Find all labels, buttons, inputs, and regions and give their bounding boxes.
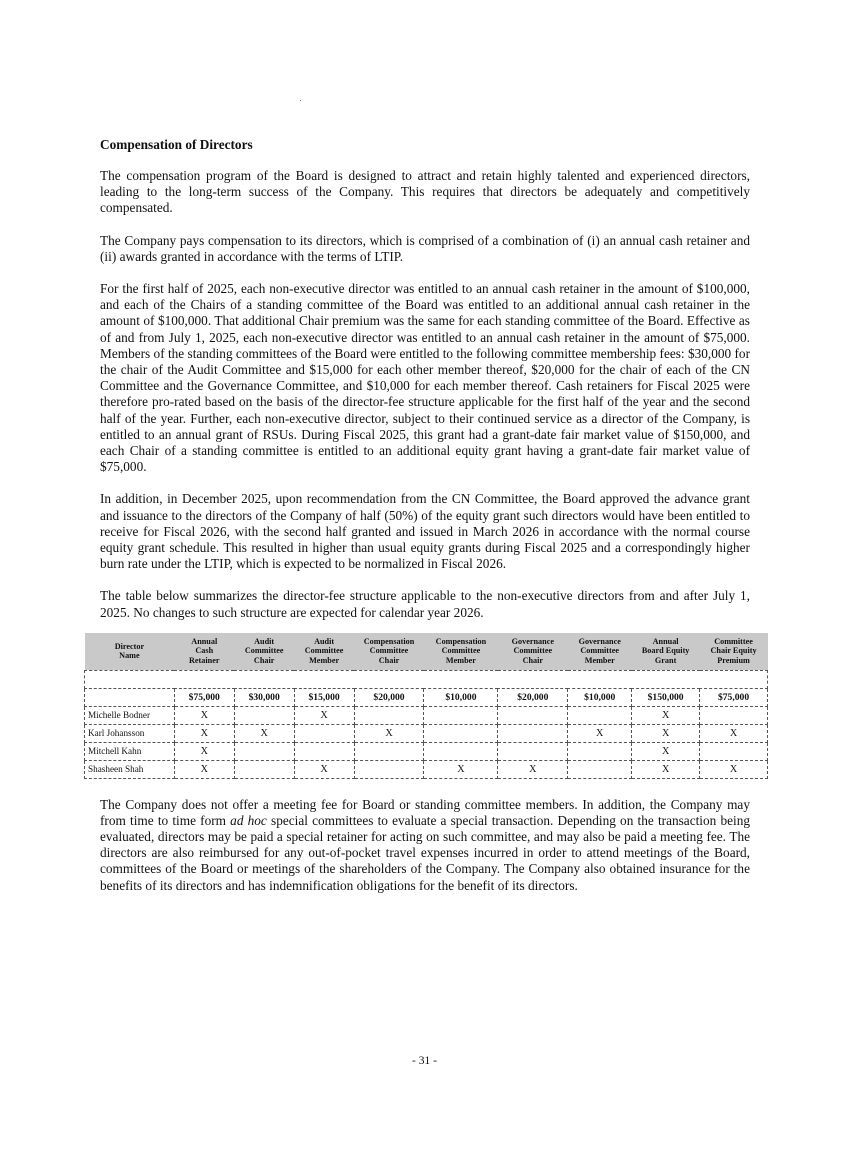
paragraph-5: The table below summarizes the director-fee structure applicable to the non-executive directors from and after July 1, 2025. No changes to such structure are expected for calendar year 2026. (100, 588, 750, 620)
fee-amount-cell: $75,000 (174, 688, 234, 706)
table-cell: X (424, 760, 498, 778)
fee-amount-cell: $75,000 (700, 688, 768, 706)
fee-amount-cell: $150,000 (632, 688, 700, 706)
column-header-line: Chair (522, 656, 544, 666)
table-cell (568, 742, 632, 760)
paragraph-1: The compensation program of the Board is designed to attract and retain highly talented and experienced directors, leading to the long-term success of the Company. This requires that directors be adequately and competitively compensated. (100, 168, 750, 216)
column-header (234, 633, 294, 670)
director-name-cell: Mitchell Kahn (85, 742, 175, 760)
table-row (85, 760, 768, 778)
column-header-line: Committee (580, 646, 620, 656)
column-header-line: Compensation (363, 636, 415, 646)
column-header (174, 633, 234, 670)
column-header (498, 633, 568, 670)
column-header-line: Audit (314, 636, 335, 646)
section-heading: Compensation of Directors (100, 137, 253, 152)
decorative-dot (300, 100, 301, 101)
column-header-line: Governance (511, 636, 554, 646)
table-cell: X (498, 760, 568, 778)
fee-amount-cell (85, 688, 175, 706)
table-cell: X (294, 706, 354, 724)
paragraph-4: In addition, in December 2025, upon recommendation from the CN Committee, the Board approved the advance grant and issuance to the directors of the Company of half (50%) of the equity grant such directors would have been entitled to receive for Fiscal 2026, with the second half granted and issued in March 2026 in accordance with the normal course equity grant schedule. This resulted in higher than usual equity grants during Fiscal 2025 and a correspondingly higher burn rate under the LTIP, which is expected to be normalized in Fiscal 2026. (100, 491, 750, 572)
column-header (632, 633, 700, 670)
column-header (294, 633, 354, 670)
table-cell (424, 742, 498, 760)
table-cell (498, 742, 568, 760)
paragraph-6 (100, 797, 750, 894)
table-cell (234, 742, 294, 760)
table-cell: X (700, 760, 768, 778)
column-header-line: Chair Equity (710, 646, 757, 656)
table-cell: X (632, 760, 700, 778)
table-cell: X (174, 742, 234, 760)
table-cell: X (174, 706, 234, 724)
paragraph-3: For the first half of 2025, each non-executive director was entitled to an annual cash retainer in the amount of $100,000, and each of the Chairs of a standing committee of the Board was entitled to an additional annual cash retainer in the amount of $100,000. That additional Chair premium was the same for each standing committee of the Board. Effective as of and from July 1, 2025, each non-executive director was entitled to an annual cash retainer in the amount of $75,000. Members of the standing committees of the Board were entitled to the following committee membership fees: $30,000 for the chair of the Audit Committee and $15,000 for each other member thereof, $20,000 for the chair of each of the CN Committee and the Governance Committee, and $10,000 for each member thereof. Cash retainers for Fiscal 2025 were therefore pro-rated based on the basis of the director-fee structure applicable for the first half of the year and the second half of the year. Further, each non-executive director, subject to their continued service as a director of the Company, is entitled to an annual grant of RSUs. During Fiscal 2025, this grant had a grant-date fair market value of $150,000, and each Chair of a standing committee is entitled to an additional equity grant having a grant-date fair market value of $75,000. (100, 281, 750, 475)
column-header-line: Committee (244, 646, 284, 656)
column-header-line: Premium (717, 656, 750, 666)
paragraph-6-italic: ad hoc (230, 812, 267, 828)
table-cell (568, 706, 632, 724)
table-cell: X (174, 760, 234, 778)
table-cell (294, 742, 354, 760)
paragraph-6-text-b: special committees to evaluate a special transaction. Depending on the transaction being evaluated, directors may be paid a special retainer for acting on such committee, and may also be paid a meeting fee. The directors are also reimbursed for any out-of-pocket travel expenses incurred in order to attend meetings of the Board, committees of the Board or meetings of the shareholders of the Company. The Company also obtained insurance for the benefits of its directors and has indemnification obligations for the benefit of its directors. (100, 812, 750, 893)
column-header-line: Audit (254, 636, 275, 646)
table-cell: X (354, 724, 424, 742)
paragraph-2: The Company pays compensation to its directors, which is comprised of a combination of (i) an annual cash retainer and (ii) awards granted in accordance with the terms of LTIP. (100, 232, 750, 264)
table-cell: X (632, 706, 700, 724)
fee-amount-cell: $10,000 (568, 688, 632, 706)
column-header-line: Committee (513, 646, 553, 656)
column-header-line: Name (119, 651, 140, 661)
fee-amount-cell: $15,000 (294, 688, 354, 706)
table-cell (424, 724, 498, 742)
table-cell (424, 706, 498, 724)
table-cell (234, 706, 294, 724)
document-body (88, 136, 757, 910)
column-header-line: Board Equity (641, 646, 690, 656)
column-header (354, 633, 424, 670)
table-cell (354, 742, 424, 760)
column-header-line: Cash (195, 646, 214, 656)
director-name-cell: Michelle Bodner (85, 706, 175, 724)
fee-amount-cell: $30,000 (234, 688, 294, 706)
paragraph-6-text-a: The Company does not offer a meeting fee for Board or standing committee members. In addition, the Company may from time to time form (100, 796, 750, 828)
table-cell (234, 760, 294, 778)
fee-amount-cell: $10,000 (424, 688, 498, 706)
fee-amount-cell: $20,000 (354, 688, 424, 706)
table-cell: X (568, 724, 632, 742)
column-header-line: Chair (253, 656, 275, 666)
column-header-line: Retainer (189, 656, 220, 666)
table-header-row (85, 633, 768, 670)
column-header (424, 633, 498, 670)
director-fee-table (84, 633, 768, 779)
column-header-line: Committee (304, 646, 344, 656)
table-cell (498, 724, 568, 742)
table-cell (354, 706, 424, 724)
column-header (700, 633, 768, 670)
column-header-line: Governance (578, 636, 621, 646)
table-cell: X (632, 724, 700, 742)
table-cell (568, 760, 632, 778)
column-header-line: Member (584, 656, 615, 666)
table-cell (354, 760, 424, 778)
column-header (85, 633, 175, 670)
fee-amounts-row (85, 688, 768, 706)
column-header (568, 633, 632, 670)
table-cell: X (174, 724, 234, 742)
director-name-cell: Karl Johansson (85, 724, 175, 742)
column-header-line: Chair (378, 656, 400, 666)
column-header-line: Member (445, 656, 476, 666)
column-header-line: Committee (714, 636, 753, 646)
column-header-line: Member (309, 656, 340, 666)
table-row (85, 742, 768, 760)
table-cell (498, 706, 568, 724)
column-header-line: Committee (369, 646, 409, 656)
table-cell: X (632, 742, 700, 760)
table-cell (700, 706, 768, 724)
table-cell: X (234, 724, 294, 742)
column-header-line: Director (114, 641, 145, 651)
fee-amount-cell: $20,000 (498, 688, 568, 706)
column-header-line: Compensation (435, 636, 487, 646)
column-header-line: Committee (441, 646, 481, 656)
table-cell (294, 724, 354, 742)
column-header-line: Annual (652, 636, 679, 646)
table-cell (700, 742, 768, 760)
table-row (85, 706, 768, 724)
table-cell: X (294, 760, 354, 778)
page-number: - 31 - (412, 1055, 437, 1067)
table-cell: X (700, 724, 768, 742)
director-name-cell: Shasheen Shah (85, 760, 175, 778)
column-header-line: Grant (654, 656, 677, 666)
table-row (85, 724, 768, 742)
column-header-line: Annual (191, 636, 218, 646)
